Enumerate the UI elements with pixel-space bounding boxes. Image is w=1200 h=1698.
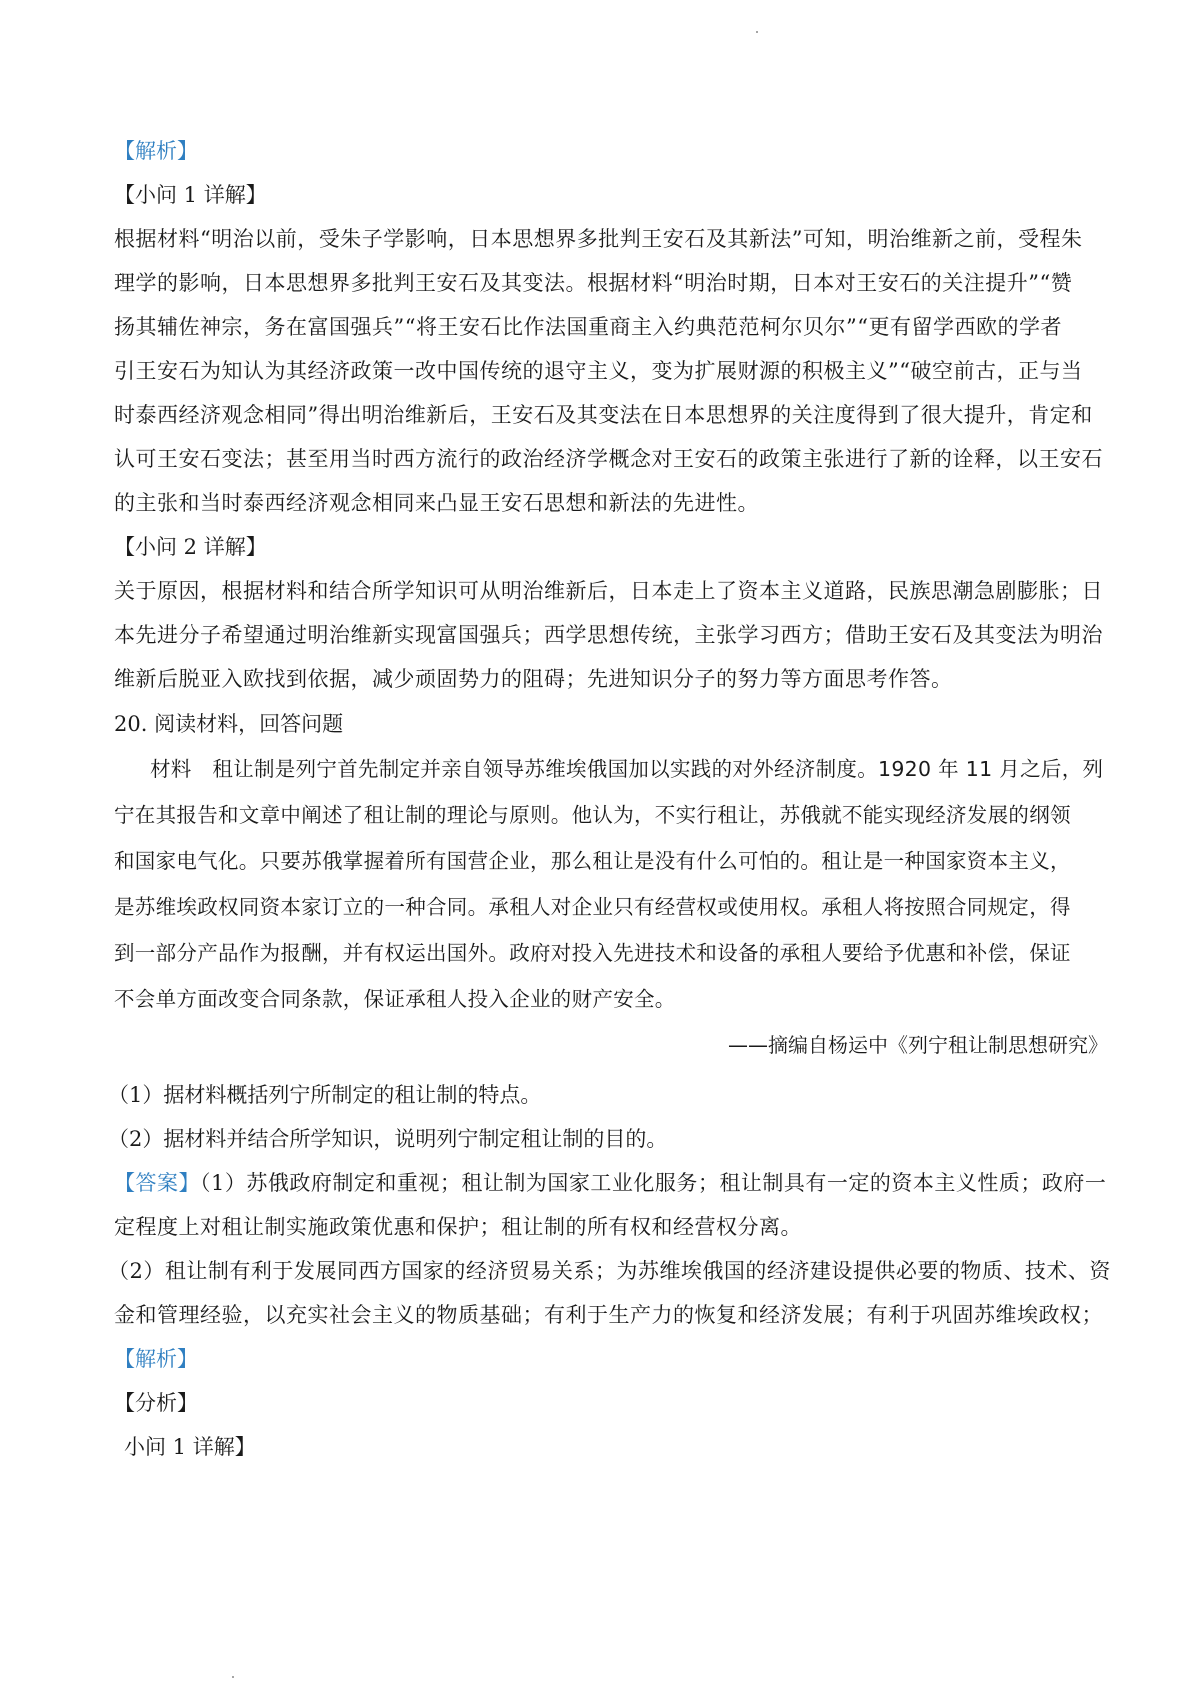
sub-question-2: （2）据材料并结合所学知识，说明列宁制定租让制的目的。 — [108, 1127, 668, 1151]
material-line: 到一部分产品作为报酬，并有权运出国外。政府对投入先进技术和设备的承租人要给予优惠和补偿，保证 — [114, 941, 1071, 965]
answer-1-line-1 — [114, 1168, 1106, 1198]
q2-paragraph-line: 维新后脱亚入欧找到依据，减少顽固势力的阻碍；先进知识分子的努力等方面思考作答。 — [114, 667, 953, 691]
q2-paragraph-line: 本先进分子希望通过明治维新实现富国强兵；西学思想传统，主张学习西方；借助王安石及其变法为明治 — [114, 623, 1103, 647]
q1-paragraph-line: 理学的影响，日本思想界多批判王安石及其变法。根据材料“明治时期，日本对王安石的关注提升”“赞 — [114, 271, 1073, 295]
scan-speck-top — [756, 31, 758, 33]
analysis-label-2: 【解析】 — [114, 1347, 198, 1371]
material-line: 是苏维埃政权同资本家订立的一种合同。承租人对企业只有经营权或使用权。承租人将按照合同规定，得 — [114, 895, 1071, 919]
material-line: 宁在其报告和文章中阐述了租让制的理论与原则。他认为，不实行租让，苏俄就不能实现经济发展的纲领 — [114, 803, 1071, 827]
answer-1-line-2: 定程度上对租让制实施政策优惠和保护；租让制的所有权和经营权分离。 — [114, 1215, 802, 1239]
question-20-title: 20. 阅读材料，回答问题 — [114, 712, 344, 736]
answer-2-line: 金和管理经验，以充实社会主义的物质基础；有利于生产力的恢复和经济发展；有利于巩固苏维埃政权； — [114, 1303, 1103, 1327]
material-source: ——摘编自杨运中《列宁租让制思想研究》 — [728, 1033, 1108, 1057]
q1-detail-label-2: 小问 1 详解】 — [124, 1435, 256, 1459]
material-line: 材料 租让制是列宁首先制定并亲自领导苏维埃俄国加以实践的对外经济制度。1920 年 11 月之后，列 — [150, 757, 1104, 781]
answer-label: 【答案】 — [114, 1171, 200, 1195]
answer-2-line: （2）租让制有利于发展同西方国家的经济贸易关系；为苏维埃俄国的经济建设提供必要的物质、技术、资 — [108, 1259, 1111, 1283]
material-line: 不会单方面改变合同条款，保证承租人投入企业的财产安全。 — [114, 987, 676, 1011]
q1-paragraph-line: 扬其辅佐神宗，务在富国强兵”“将王安石比作法国重商主入约典范范柯尔贝尔”“更有留学西欧的学者 — [114, 315, 1062, 339]
analysis-label: 【解析】 — [114, 139, 198, 163]
q2-paragraph-line: 关于原因，根据材料和结合所学知识可从明治维新后，日本走上了资本主义道路，民族思潮急剧膨胀；日 — [114, 579, 1103, 603]
material-line: 和国家电气化。只要苏俄掌握着所有国营企业，那么租让是没有什么可怕的。租让是一种国家资本主义， — [114, 849, 1071, 873]
q1-paragraph-line: 的主张和当时泰西经济观念相同来凸显王安石思想和新法的先进性。 — [114, 491, 759, 515]
q1-paragraph-line: 时泰西经济观念相同”得出明治维新后，王安石及其变法在日本思想界的关注度得到了很大提升，肯定和 — [114, 403, 1093, 427]
scan-speck-bottom — [232, 1676, 234, 1678]
q1-paragraph-line: 引王安石为知认为其经济政策一改中国传统的退守主义，变为扩展财源的积极主义”“破空前古，正与当 — [114, 359, 1083, 383]
q2-detail-label: 【小问 2 详解】 — [114, 535, 267, 559]
q1-detail-label: 【小问 1 详解】 — [114, 183, 267, 207]
answer-1-text: （1）苏俄政府制定和重视；租让制为国家工业化服务；租让制具有一定的资本主义性质；政府一 — [200, 1171, 1107, 1195]
q1-paragraph-line: 认可王安石变法；甚至用当时西方流行的政治经济学概念对王安石的政策主张进行了新的诠释，以王安石 — [114, 447, 1103, 471]
q1-paragraph-line: 根据材料“明治以前，受朱子学影响，日本思想界多批判王安石及其新法”可知，明治维新之前，受程朱 — [114, 227, 1083, 251]
analysis-sub-label: 【分析】 — [114, 1391, 198, 1415]
sub-question-1: （1）据材料概括列宁所制定的租让制的特点。 — [108, 1083, 542, 1107]
